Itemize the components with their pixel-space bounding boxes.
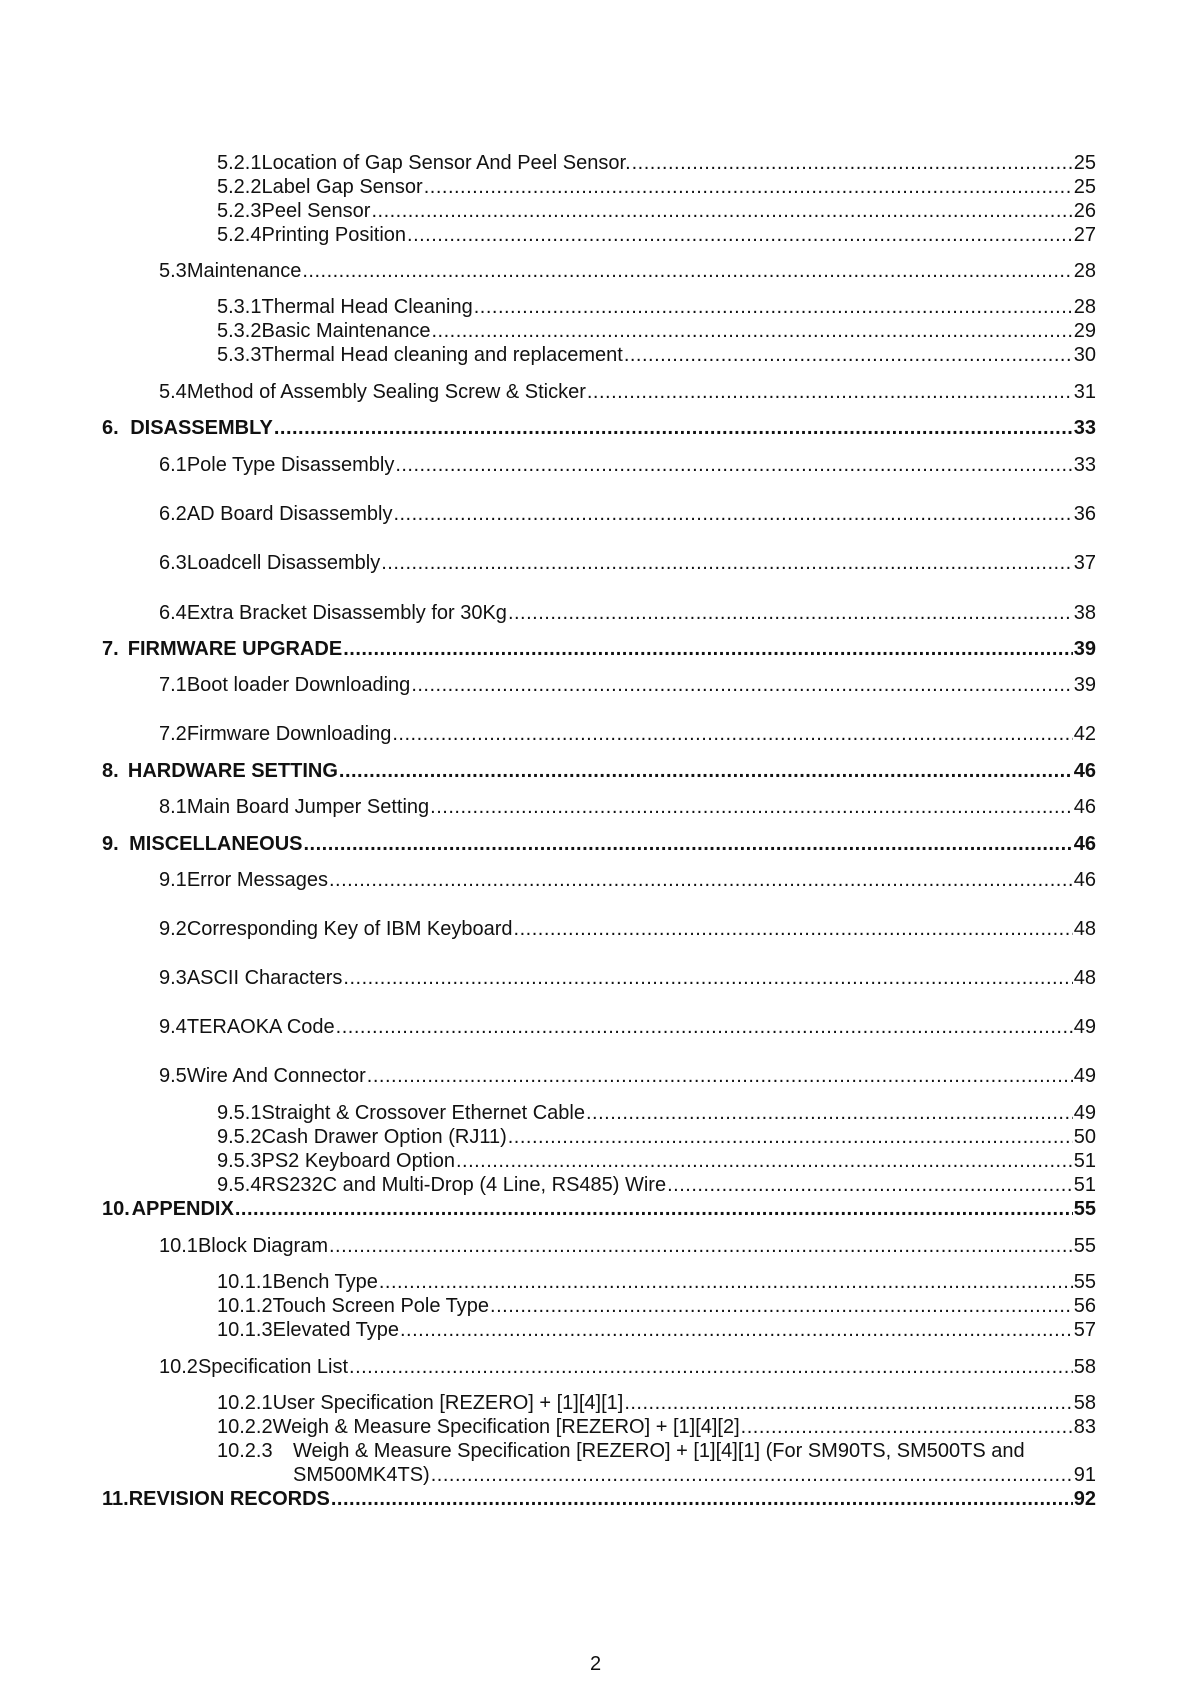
toc-entry-page: 58 (1073, 1356, 1096, 1378)
toc-entry-label: Main Board Jumper Setting (186, 796, 430, 818)
toc-entry-page: 56 (1073, 1295, 1096, 1317)
toc-entry[interactable] (159, 551, 1096, 575)
toc-entry[interactable] (217, 223, 1096, 247)
toc-entry[interactable] (159, 1355, 1096, 1379)
dot-leader (343, 966, 1072, 990)
toc-section[interactable] (102, 416, 1096, 440)
toc-entry-page: 48 (1073, 967, 1096, 989)
dot-leader (508, 601, 1073, 625)
dot-leader (456, 1149, 1073, 1173)
toc-entry[interactable] (159, 1015, 1096, 1039)
toc-entry[interactable] (217, 1318, 1096, 1342)
dot-leader (329, 868, 1073, 892)
toc-entry-number: 6.1 (159, 454, 187, 476)
dot-leader (741, 1415, 1073, 1439)
toc-entry-label: Method of Assembly Sealing Screw & Sticker (186, 381, 586, 403)
toc-entry-label: Straight & Crossover Ethernet Cable (261, 1102, 585, 1124)
toc-entry-page: 49 (1073, 1016, 1096, 1038)
dot-leader (632, 151, 1073, 175)
dot-leader (474, 295, 1073, 319)
dot-leader (490, 1294, 1073, 1318)
toc-entry-page: 33 (1073, 417, 1096, 439)
dot-leader (424, 175, 1073, 199)
dot-leader (431, 319, 1072, 343)
toc-entry-number: 5.2.2 (217, 176, 262, 198)
toc-entry-number: 5.2.3 (217, 200, 262, 222)
toc-entry[interactable] (217, 199, 1096, 223)
toc-entry-number: 7.1 (159, 674, 187, 696)
toc-entry-label: AD Board Disassembly (186, 503, 393, 525)
toc-entry-label: SM500MK4TS) (293, 1464, 430, 1486)
toc-entry-number: 6.2 (159, 503, 187, 525)
toc-entry[interactable] (217, 1415, 1096, 1439)
toc-entry-label: Firmware Downloading (186, 723, 392, 745)
toc-entry-label: TERAOKA Code (186, 1016, 335, 1038)
toc-entry-number: 7. (102, 638, 119, 660)
toc-entry[interactable] (159, 1234, 1096, 1258)
toc-entry-label: Bench Type (272, 1271, 378, 1293)
dot-leader (235, 1197, 1073, 1221)
toc-entry[interactable] (217, 1125, 1096, 1149)
dot-leader (508, 1125, 1073, 1149)
dot-leader (339, 759, 1073, 783)
toc-entry[interactable] (159, 502, 1096, 526)
toc-entry-number: 10.1.1 (217, 1271, 273, 1293)
toc-entry-number: 5.2.4 (217, 224, 262, 246)
toc-section[interactable] (102, 832, 1096, 856)
toc-entry-number: 9.5.2 (217, 1126, 262, 1148)
toc-entry-label: Wire And Connector (186, 1065, 366, 1087)
toc-entry[interactable] (217, 1391, 1096, 1415)
toc-entry-page: 55 (1073, 1198, 1096, 1220)
toc-entry-page: 48 (1073, 918, 1096, 940)
toc-entry-label: Corresponding Key of IBM Keyboard (186, 918, 513, 940)
toc-entry-number: 9.5.3 (217, 1150, 262, 1172)
toc-section[interactable] (102, 759, 1096, 783)
toc-entry-label: Extra Bracket Disassembly for 30Kg (186, 602, 507, 624)
dot-leader (400, 1318, 1073, 1342)
dot-leader (393, 502, 1072, 526)
toc-entry-number: 10.1 (159, 1235, 198, 1257)
toc-entry-label: MISCELLANEOUS (129, 833, 303, 855)
toc-entry-label: Maintenance (186, 260, 302, 282)
dot-leader (349, 1355, 1073, 1379)
toc-entry[interactable] (159, 966, 1096, 990)
toc-entry[interactable] (159, 673, 1096, 697)
toc-entry[interactable] (217, 343, 1096, 367)
toc-entry-number: 5.2.1 (217, 152, 262, 174)
toc-entry[interactable] (217, 1294, 1096, 1318)
toc-entry-page: 49 (1073, 1102, 1096, 1124)
toc-entry-number: 10.2 (159, 1356, 198, 1378)
toc-entry-number: 8.1 (159, 796, 187, 818)
toc-entry-number: 5.3.2 (217, 320, 262, 342)
toc-entry-number: 9.4 (159, 1016, 187, 1038)
toc-entry[interactable] (217, 151, 1096, 175)
toc-entry-label: HARDWARE SETTING (127, 760, 338, 782)
dot-leader (392, 722, 1072, 746)
toc-entry-label: Thermal Head cleaning and replacement (261, 344, 623, 366)
toc-entry-page: 36 (1073, 503, 1096, 525)
dot-leader (624, 343, 1073, 367)
dot-leader (514, 917, 1073, 941)
toc-entry[interactable] (159, 259, 1096, 283)
toc-entry[interactable] (159, 868, 1096, 892)
toc-entry-number: 6. (102, 417, 119, 439)
toc-entry-page: 37 (1073, 552, 1096, 574)
toc-entry-label: Block Diagram (197, 1235, 328, 1257)
toc-section[interactable] (102, 637, 1096, 661)
toc-entry[interactable] (159, 917, 1096, 941)
toc-entry-number: 9.2 (159, 918, 187, 940)
toc-entry-number: 5.3.3 (217, 344, 262, 366)
toc-entry-page: 51 (1073, 1150, 1096, 1172)
toc-entry-number: 9.5.1 (217, 1102, 262, 1124)
toc-entry-number: 9.5.4 (217, 1174, 262, 1196)
toc-entry-number: 5.4 (159, 381, 187, 403)
toc-entry-label: FIRMWARE UPGRADE (127, 638, 343, 660)
dot-leader (303, 832, 1072, 856)
toc-entry-number: 11. (102, 1488, 129, 1510)
dot-leader (431, 1463, 1073, 1487)
toc-entry[interactable] (159, 722, 1096, 746)
toc-entry-page: 46 (1073, 833, 1096, 855)
toc-entry-number: 5.3 (159, 260, 187, 282)
toc-entry-label: RS232C and Multi-Drop (4 Line, RS485) Wire (261, 1174, 667, 1196)
toc-entry-label: Pole Type Disassembly (186, 454, 395, 476)
toc-section[interactable] (102, 1197, 1096, 1221)
toc-entry-label: Basic Maintenance (261, 320, 431, 342)
toc-entry-label: Specification List (197, 1356, 349, 1378)
toc-entry-page: 51 (1073, 1174, 1096, 1196)
toc-entry-label: Label Gap Sensor (261, 176, 423, 198)
toc-entry-number: 10.2.1 (217, 1392, 273, 1414)
toc-entry-number: 8. (102, 760, 119, 782)
toc-entry-page: 91 (1073, 1464, 1096, 1486)
toc-entry-label: Weigh & Measure Specification [REZERO] + [1][4][1] (For SM90TS, SM500TS and (293, 1440, 1025, 1462)
toc-section[interactable] (102, 1487, 1096, 1511)
toc-entry-label: PS2 Keyboard Option (261, 1150, 455, 1172)
toc-entry-page: 30 (1073, 344, 1096, 366)
toc-entry-number: 7.2 (159, 723, 187, 745)
dot-leader (381, 551, 1073, 575)
toc-entry-label: REVISION RECORDS (128, 1488, 330, 1510)
dot-leader (407, 223, 1073, 247)
dot-leader (343, 637, 1073, 661)
dot-leader (379, 1270, 1073, 1294)
toc-entry-label: APPENDIX (131, 1198, 234, 1220)
dot-leader (587, 380, 1073, 404)
dot-leader (411, 673, 1072, 697)
page-number: 2 (589, 1653, 602, 1675)
toc-entry-page: 46 (1073, 760, 1096, 782)
dot-leader (336, 1015, 1073, 1039)
toc-entry-label: Elevated Type (272, 1319, 399, 1341)
toc-entry-page: 31 (1073, 381, 1096, 403)
toc-entry-page: 29 (1073, 320, 1096, 342)
toc-entry[interactable] (217, 175, 1096, 199)
toc-entry[interactable] (159, 1064, 1096, 1088)
dot-leader (430, 795, 1073, 819)
toc-entry-label: User Specification [REZERO] + [1][4][1] (272, 1392, 624, 1414)
toc-entry[interactable] (217, 1149, 1096, 1173)
toc-entry[interactable] (159, 795, 1096, 819)
toc-entry-page: 55 (1073, 1235, 1096, 1257)
dot-leader (586, 1101, 1073, 1125)
toc-entry[interactable] (159, 601, 1096, 625)
toc-entry[interactable] (217, 1101, 1096, 1125)
toc-entry-label: Location of Gap Sensor And Peel Sensor. (261, 152, 631, 174)
toc-entry-page: 25 (1073, 152, 1096, 174)
toc-entry-number: 9.1 (159, 869, 187, 891)
toc-entry[interactable] (217, 1270, 1096, 1294)
toc-entry-number: 10.1.3 (217, 1319, 273, 1341)
toc-entry-number: 5.3.1 (217, 296, 262, 318)
toc-entry-number: 6.4 (159, 602, 187, 624)
toc-entry-page: 28 (1073, 260, 1096, 282)
toc-entry-page: 46 (1073, 869, 1096, 891)
toc-entry[interactable] (217, 319, 1096, 343)
toc-entry-label: Peel Sensor (261, 200, 371, 222)
toc-entry[interactable] (217, 295, 1096, 319)
toc-entry-page: 55 (1073, 1271, 1096, 1293)
toc-entry-page: 46 (1073, 796, 1096, 818)
toc-entry-label: DISASSEMBLY (130, 417, 273, 439)
toc-entry-page: 27 (1073, 224, 1096, 246)
toc-entry-label: ASCII Characters (186, 967, 343, 989)
toc-entry[interactable] (159, 453, 1096, 477)
toc-entry[interactable] (159, 380, 1096, 404)
toc-entry-page: 33 (1073, 454, 1096, 476)
toc-entry-page: 58 (1073, 1392, 1096, 1414)
dot-leader (395, 453, 1072, 477)
dot-leader (274, 416, 1073, 440)
toc-entry-label: Weigh & Measure Specification [REZERO] + [1][4][2] (272, 1416, 740, 1438)
toc-entry-continuation[interactable] (293, 1463, 1096, 1487)
toc-entry-number: 9.5 (159, 1065, 187, 1087)
dot-leader (367, 1064, 1073, 1088)
dot-leader (624, 1391, 1072, 1415)
toc-entry-number: 6.3 (159, 552, 187, 574)
dot-leader (667, 1173, 1073, 1197)
toc-entry-label: Boot loader Downloading (186, 674, 411, 696)
toc-entry-number: 9.3 (159, 967, 187, 989)
toc-entry-number: 10.2.3 (217, 1440, 273, 1462)
toc-entry-page: 39 (1073, 638, 1096, 660)
toc-entry-label: Thermal Head Cleaning (261, 296, 473, 318)
toc-entry-page: 38 (1073, 602, 1096, 624)
toc-entry-page: 92 (1073, 1488, 1096, 1510)
toc-entry-label: Cash Drawer Option (RJ11) (261, 1126, 507, 1148)
toc-entry-number: 10.2.2 (217, 1416, 273, 1438)
toc-entry-number: 10.1.2 (217, 1295, 273, 1317)
toc-entry-number: 9. (102, 833, 119, 855)
toc-entry-page: 26 (1073, 200, 1096, 222)
toc-entry-label: Loadcell Disassembly (186, 552, 381, 574)
toc-entry[interactable] (217, 1439, 1025, 1463)
toc-entry-page: 83 (1073, 1416, 1096, 1438)
toc-entry-page: 50 (1073, 1126, 1096, 1148)
toc-entry-page: 25 (1073, 176, 1096, 198)
toc-entry-page: 49 (1073, 1065, 1096, 1087)
toc-entry-page: 39 (1073, 674, 1096, 696)
toc-entry[interactable] (217, 1173, 1096, 1197)
toc-entry-page: 42 (1073, 723, 1096, 745)
dot-leader (329, 1234, 1073, 1258)
dot-leader (371, 199, 1072, 223)
toc-entry-label: Printing Position (261, 224, 407, 246)
toc-entry-label: Error Messages (186, 869, 328, 891)
dot-leader (331, 1487, 1073, 1511)
toc-entry-number: 10. (102, 1198, 130, 1220)
dot-leader (302, 259, 1072, 283)
toc-entry-page: 57 (1073, 1319, 1096, 1341)
toc-entry-page: 28 (1073, 296, 1096, 318)
toc-entry-label: Touch Screen Pole Type (272, 1295, 490, 1317)
